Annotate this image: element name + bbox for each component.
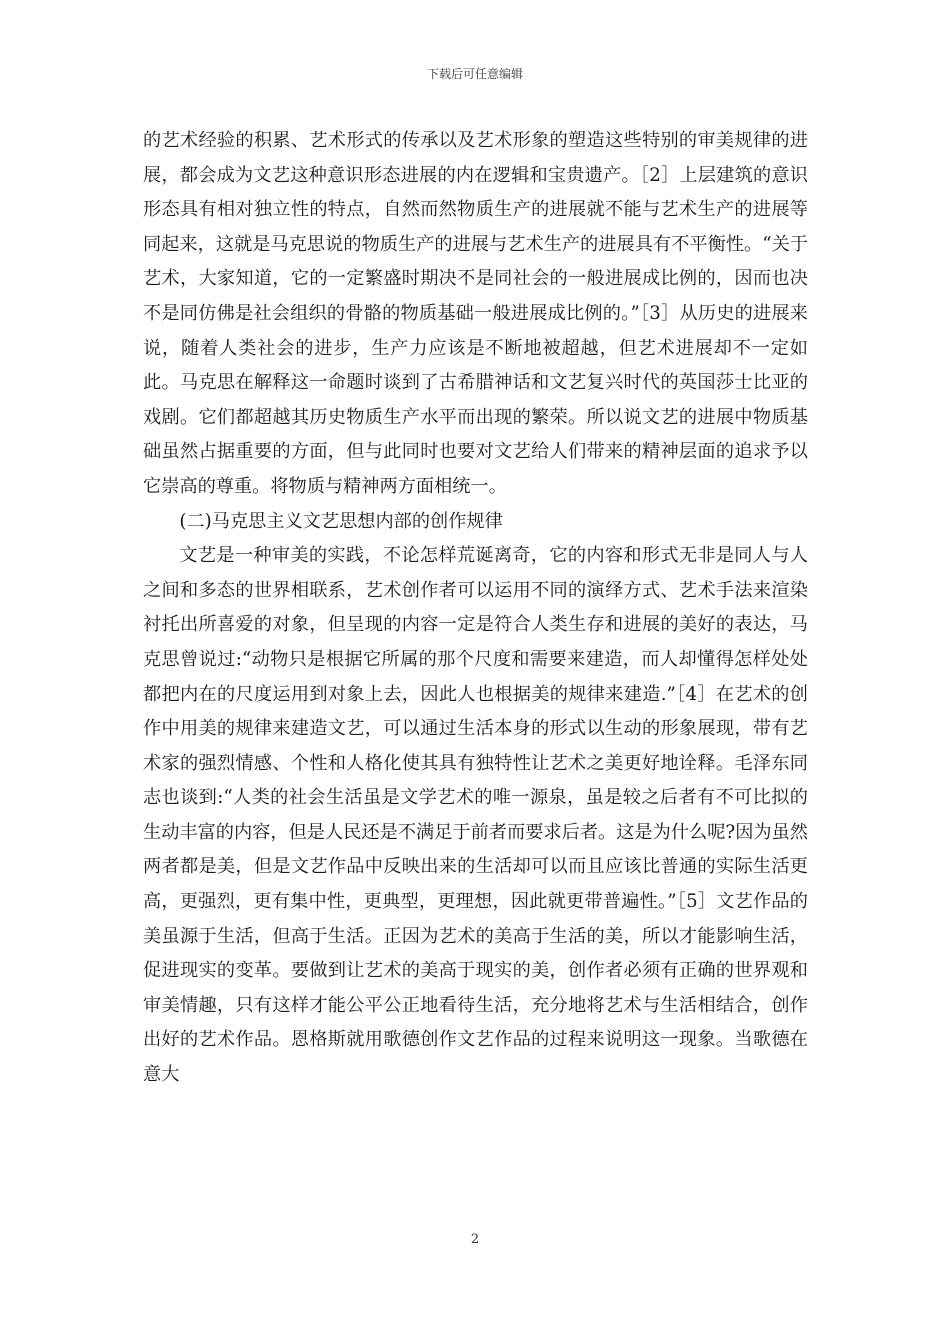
section-heading: (二)马克思主义文艺思想内部的创作规律 — [179, 510, 503, 532]
document-body — [143, 124, 808, 1093]
page-number: 2 — [470, 1232, 480, 1247]
page-header: 下载后可任意编辑 — [426, 67, 523, 81]
paragraph-continuation: 的艺术经验的积累、艺术形式的传承以及艺术形象的塑造这些特别的审美规律的进展，都会成为文艺这种意识形态进展的内在逻辑和宝贵遗产。［2］上层建筑的意识形态具有相对独立性的特点，自然而然物质生产的进展就不能与艺术生产的进展等同起来，这就是马克思说的物质生产的进展与艺术生产的进展具有不平衡性。“关于艺术，大家知道，它的一定繁盛时期决不是同社会的一般进展成比例的，因而也决不是同仿佛是社会组织的骨骼的物质基础一般进展成比例的。”［3］从历史的进展来说，随着人类社会的进步，生产力应该是不断地被超越，但艺术进展却不一定如此。马克思在解释这一命题时谈到了古希腊神话和文艺复兴时代的英国莎士比亚的戏剧。它们都超越其历史物质生产水平而出现的繁荣。所以说文艺的进展中物质基础虽然占据重要的方面，但与此同时也要对文艺给人们带来的精神层面的追求予以它崇高的尊重。将物质与精神两方面相统一。 — [143, 130, 808, 497]
paragraph: 文艺是一种审美的实践，不论怎样荒诞离奇，它的内容和形式无非是同人与人之间和多态的世界相联系，艺术创作者可以运用不同的演绎方式、艺术手法来渲染衬托出所喜爱的对象，但呈现的内容一定是符合人类生存和进展的美好的表达，马克思曾说过:“动物只是根据它所属的那个尺度和需要来建造，而人却懂得怎样处处都把内在的尺度运用到对象上去，因此人也根据美的规律来建造.”［4］在艺术的创作中用美的规律来建造文艺，可以通过生活本身的形式以生动的形象展现，带有艺术家的强烈情感、个性和人格化使其具有独特性让艺术之美更好地诠释。毛泽东同志也谈到:“人类的社会生活虽是文学艺术的唯一源泉，虽是较之后者有不可比拟的生动丰富的内容，但是人民还是不满足于前者而要求后者。这是为什么呢?因为虽然两者都是美，但是文艺作品中反映出来的生活却可以而且应该比普通的实际生活更高，更强烈，更有集中性，更典型，更理想，因此就更带普遍性。”［5］文艺作品的美虽源于生活，但高于生活。正因为艺术的美高于生活的美，所以才能影响生活，促进现实的变革。要做到让艺术的美高于现实的美，创作者必须有正确的世界观和审美情趣，只有这样才能公平公正地看待生活，充分地将艺术与生活相结合，创作出好的艺术作品。恩格斯就用歌德创作文艺作品的过程来说明这一现象。当歌德在意大 — [143, 545, 808, 1086]
